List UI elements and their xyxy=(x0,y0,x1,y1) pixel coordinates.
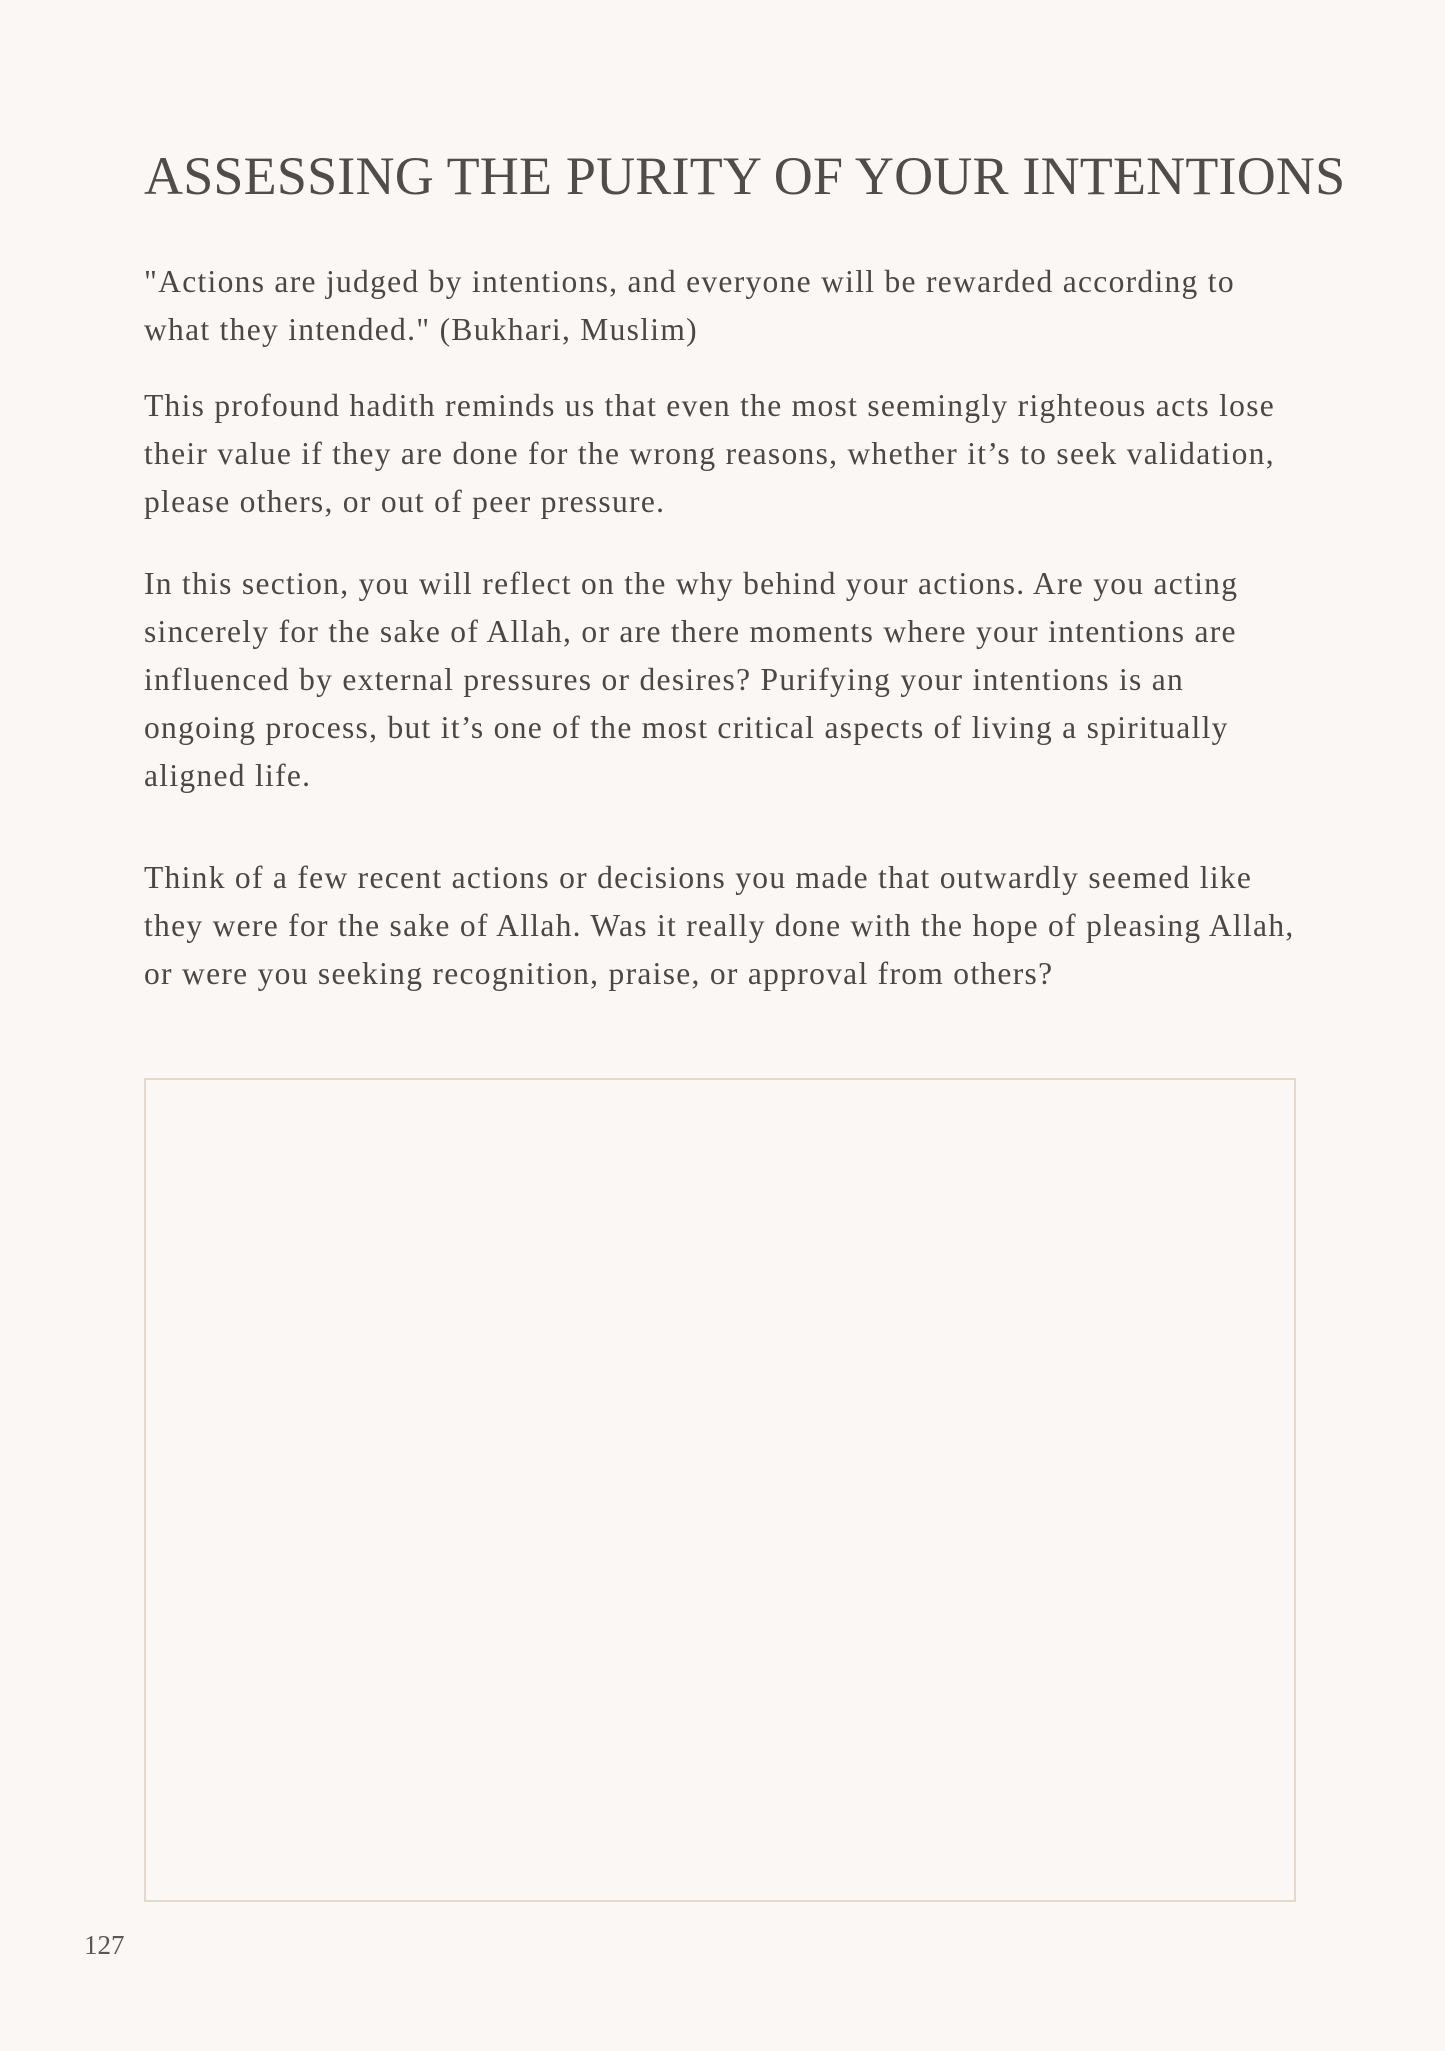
reflection-answer-box[interactable] xyxy=(144,1078,1296,1902)
page-title: ASSESSING THE PURITY OF YOUR INTENTIONS xyxy=(144,146,1346,206)
page-number: 127 xyxy=(84,1930,125,1960)
hadith-quote: "Actions are judged by intentions, and everyone will be rewarded according to what they intended." (Bukhari, Muslim) xyxy=(144,264,1235,347)
reflection-prompt: Think of a few recent actions or decisions you made that outwardly seemed like they were for the sake of Allah. Was it really done with the hope of pleasing Allah, or were you seeking recognition, praise, or approval from others? xyxy=(144,860,1295,991)
hadith-reflection-paragraph: This profound hadith reminds us that even the most seemingly righteous acts lose their value if they are done for the wrong reasons, whether it’s to seek validation, please others, or out of peer pressure. xyxy=(144,388,1276,519)
section-intro-paragraph: In this section, you will reflect on the why behind your actions. Are you acting sincerely for the sake of Allah, or are there moments where your intentions are influenced by external pressures or desires? Purifying your intentions is an ongoing process, but it’s one of the most critical aspects of living a spiritually aligned life. xyxy=(144,566,1239,793)
